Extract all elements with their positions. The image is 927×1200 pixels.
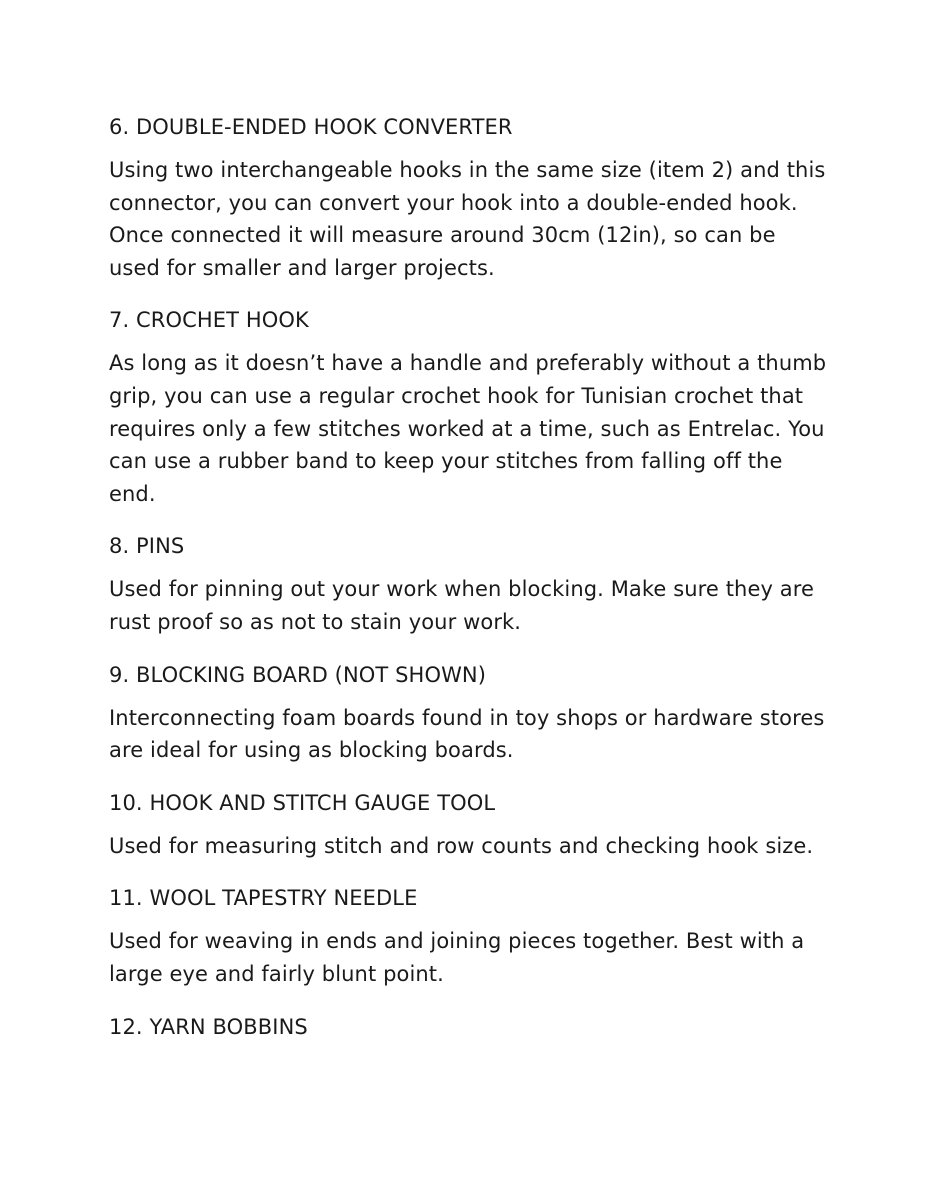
section-gauge-tool [109, 787, 829, 863]
section-heading: 11. WOOL TAPESTRY NEEDLE [109, 886, 418, 911]
section-body: Used for weaving in ends and joining pieces together. Best with a large eye and fairly blunt point. [109, 929, 805, 986]
section-heading: 7. CROCHET HOOK [109, 308, 309, 333]
section-body: Interconnecting foam boards found in toy shops or hardware stores are ideal for using as blocking boards. [109, 705, 825, 763]
section-body: As long as it doesn’t have a handle and preferably without a thumb grip, you can use a regular crochet hook for Tunisian crochet that requires only a few stitches worked at a time, such as Entrelac. You can use a rubber band to keep your stitches from falling off the end. [109, 351, 827, 506]
section-pins [109, 530, 829, 638]
section-blocking-board [109, 659, 829, 767]
document-content [109, 111, 829, 1063]
section-crochet-hook [109, 304, 829, 510]
section-body: Used for measuring stitch and row counts and checking hook size. [109, 833, 814, 858]
section-heading: 12. YARN BOBBINS [109, 1014, 308, 1039]
section-heading: 8. PINS [109, 534, 185, 559]
section-yarn-bobbins [109, 1011, 829, 1043]
section-body: Used for pinning out your work when blocking. Make sure they are rust proof so as not to stain your work. [109, 577, 815, 634]
section-tapestry-needle [109, 882, 829, 990]
section-heading: 10. HOOK AND STITCH GAUGE TOOL [109, 790, 496, 815]
section-heading: 9. BLOCKING BOARD (NOT SHOWN) [109, 662, 487, 687]
section-heading: 6. DOUBLE-ENDED HOOK CONVERTER [109, 115, 513, 139]
section-body: Using two interchangeable hooks in the same size (item 2) and this connector, you can convert your hook into a double-ended hook. Once connected it will measure around 30cm (12in), so can be used for smaller and larger projects. [109, 158, 826, 280]
section-double-ended-hook-converter [109, 111, 829, 284]
